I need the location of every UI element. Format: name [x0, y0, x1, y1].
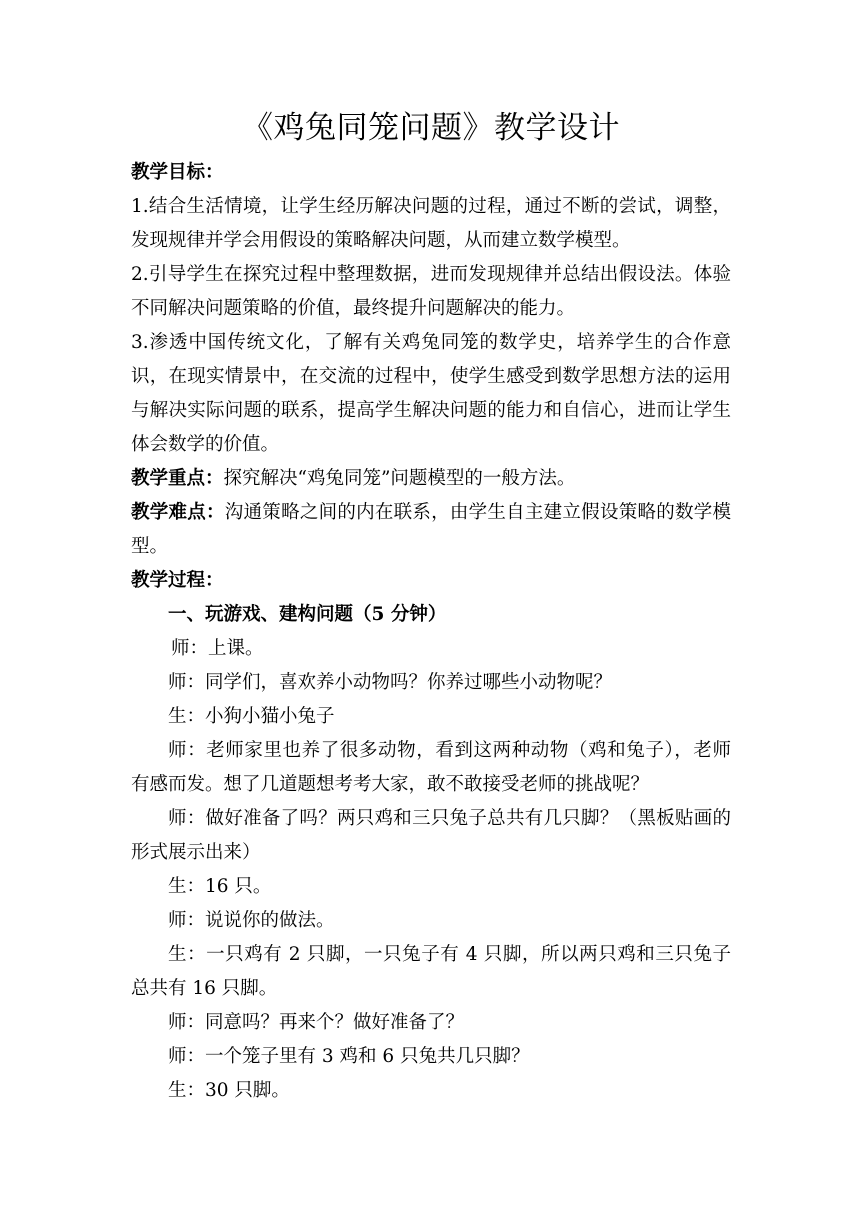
dialog-line: 师：同意吗？再来个？做好准备了？	[168, 1012, 465, 1033]
dialog-line: 师：说说你的做法。	[168, 910, 335, 931]
difficulty-paragraph	[131, 496, 731, 564]
dialog-line: 师：一个笼子里有 3 鸡和 6 只兔共几只脚？	[168, 1046, 530, 1067]
difficulty-text: 沟通策略之间的内在联系，由学生自主建立假设策略的数学模型。	[131, 502, 731, 557]
key-point-text: 探究解决“鸡兔同笼”问题模型的一般方法。	[223, 468, 576, 489]
document-page	[131, 100, 731, 1108]
objective-1: 1.结合生活情境，让学生经历解决问题的过程，通过不断的尝试，调整，发现规律并学会用假设的策略解决问题，从而建立数学模型。	[131, 196, 731, 251]
objectives-heading: 教学目标：	[131, 162, 224, 183]
dialog-line: 生：16 只。	[168, 876, 272, 897]
section-heading-1: 一、玩游戏、建构问题（5 分钟）	[168, 604, 447, 625]
dialog-line: 师：老师家里也养了很多动物，看到这两种动物（鸡和兔子），老师有感而发。想了几道题想考考大家，敢不敢接受老师的挑战呢？	[131, 740, 731, 795]
dialog-line: 生：30 只脚。	[168, 1080, 290, 1101]
dialog-line: 师：同学们，喜欢养小动物吗？你养过哪些小动物呢？	[168, 672, 613, 693]
objective-2: 2.引导学生在探究过程中整理数据，进而发现规律并总结出假设法。体验不同解决问题策略的价值，最终提升问题解决的能力。	[131, 264, 731, 319]
difficulty-label: 教学难点：	[131, 502, 225, 523]
dialog-line: 师：做好准备了吗？两只鸡和三只兔子总共有几只脚？（黑板贴画的形式展示出来）	[131, 808, 731, 863]
dialog-line: 生：小狗小猫小兔子	[168, 706, 335, 727]
key-point-label: 教学重点：	[131, 468, 224, 489]
dialog-line: 生：一只鸡有 2 只脚，一只兔子有 4 只脚，所以两只鸡和三只兔子总共有 16 只脚。	[131, 944, 731, 999]
process-heading: 教学过程：	[131, 570, 224, 591]
key-point-paragraph	[131, 462, 731, 496]
objective-3: 3.渗透中国传统文化，了解有关鸡兔同笼的数学史，培养学生的合作意识，在现实情景中，在交流的过程中，使学生感受到数学思想方法的运用与解决实际问题的联系，提高学生解决问题的能力和自信心，进而让学生体会数学的价值。	[131, 332, 731, 455]
document-title: 《鸡兔同笼问题》教学设计	[242, 110, 620, 146]
dialog-line: 师：上课。	[171, 638, 264, 659]
